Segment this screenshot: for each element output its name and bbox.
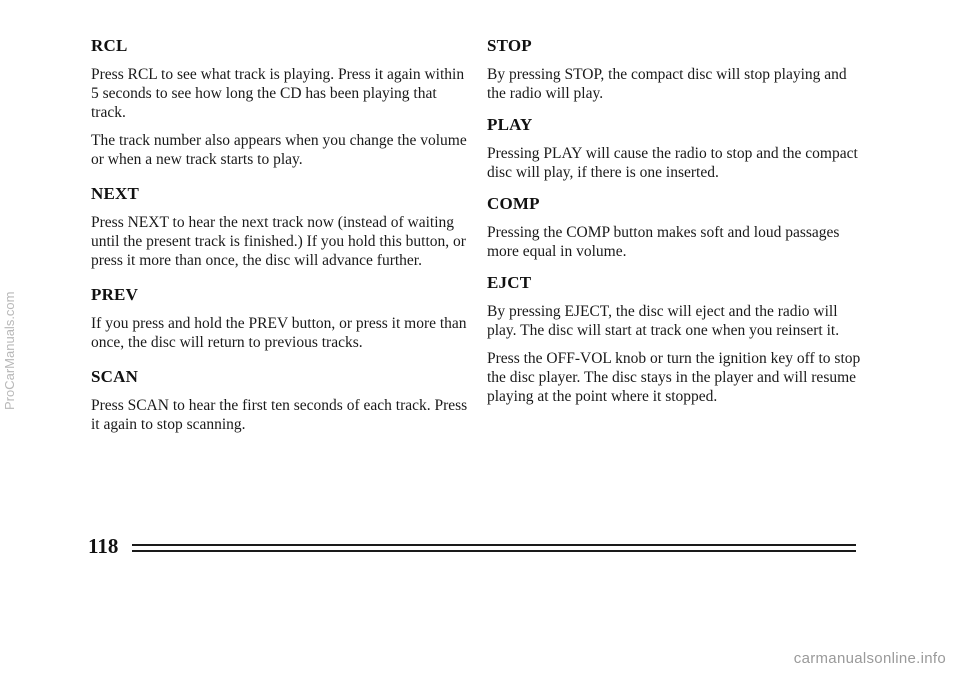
section-heading: NEXT	[91, 184, 140, 203]
section-heading: PREV	[91, 285, 139, 304]
section-heading: EJCT	[487, 273, 532, 292]
page-number: 118	[88, 534, 119, 558]
section-play	[487, 115, 867, 182]
section-next	[91, 184, 471, 270]
footer-rule	[132, 544, 856, 546]
section-scan	[91, 367, 471, 434]
section-heading: PLAY	[487, 115, 533, 134]
section-paragraph: If you press and hold the PREV button, or press it more than once, the disc will return to previous tracks.	[91, 315, 467, 351]
right-column	[487, 36, 867, 415]
section-paragraph: By pressing EJECT, the disc will eject and the radio will play. The disc will start at track one when you reinsert it.	[487, 303, 840, 339]
footer-rule	[132, 550, 856, 552]
section-heading: SCAN	[91, 367, 139, 386]
section-stop	[487, 36, 867, 103]
section-heading: STOP	[487, 36, 532, 55]
section-paragraph: Pressing PLAY will cause the radio to stop and the compact disc will play, if there is one inserted.	[487, 145, 858, 181]
section-heading: COMP	[487, 194, 540, 213]
section-heading: RCL	[91, 36, 128, 55]
left-column	[91, 36, 471, 443]
section-paragraph: Pressing the COMP button makes soft and loud passages more equal in volume.	[487, 224, 840, 260]
section-ejct	[487, 273, 867, 406]
section-rcl	[91, 36, 471, 169]
section-paragraph: Press the OFF-VOL knob or turn the ignition key off to stop the disc player. The disc stays in the player and will resume playing at the point where it stopped.	[487, 350, 861, 405]
section-prev	[91, 285, 471, 352]
section-paragraph: Press NEXT to hear the next track now (instead of waiting until the present track is finished.) If you hold this button, or press it more than once, the disc will advance further.	[91, 214, 466, 269]
section-comp	[487, 194, 867, 261]
section-paragraph: Press SCAN to hear the first ten seconds of each track. Press it again to stop scanning.	[91, 397, 468, 433]
side-watermark: ProCarManuals.com	[2, 291, 17, 410]
section-paragraph: By pressing STOP, the compact disc will stop playing and the radio will play.	[487, 66, 847, 102]
page-footer	[88, 534, 856, 564]
section-paragraph: Press RCL to see what track is playing. Press it again within 5 seconds to see how long the CD has been playing that track.	[91, 66, 465, 121]
site-footer-text: carmanualsonline.info	[793, 650, 946, 667]
section-paragraph: The track number also appears when you change the volume or when a new track starts to play.	[91, 132, 467, 168]
